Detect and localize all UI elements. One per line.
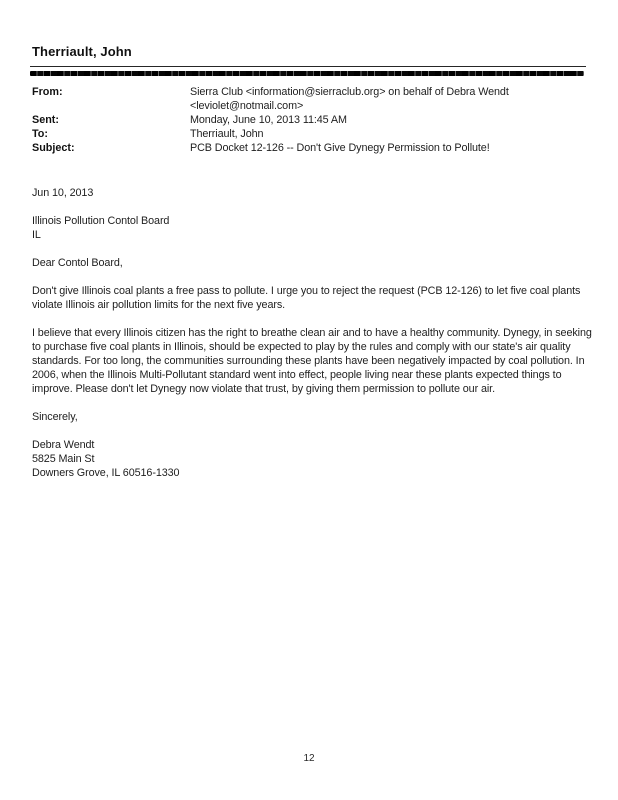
email-header-fields	[32, 85, 588, 155]
field-label-sent: Sent:	[32, 114, 59, 126]
letter-body	[32, 186, 592, 494]
letter-date: Jun 10, 2013	[32, 187, 94, 199]
letter-paragraph-2: I believe that every Illinois citizen has the right to breathe clean air and to have a healthy community. Dynegy, in seeking to purchase five coal plants in Illinois, should be expected to play by the rules and comply with our state's air quality standards. For too long, the communities surrounding these plants have been negatively impacted by coal pollution. In 2006, when the Illinois Multi-Pollutant standard went into effect, people living near these plants expected things to improve. Please don't let Dynegy now violate that trust, by giving them permission to pollute our air.	[32, 327, 592, 395]
letter-recipient-address: Illinois Pollution Contol Board IL	[32, 215, 170, 241]
letter-salutation: Dear Contol Board,	[32, 257, 123, 269]
field-row-subject	[32, 141, 588, 155]
field-label-to: To:	[32, 128, 48, 140]
field-value-to: Therriault, John	[190, 128, 264, 140]
field-label-subject: Subject:	[32, 142, 75, 154]
page-number: 12	[303, 753, 315, 764]
field-row-to	[32, 127, 588, 141]
field-value-subject: PCB Docket 12-126 -- Don't Give Dynegy Permission to Pollute!	[190, 142, 490, 154]
field-row-from	[32, 85, 588, 113]
field-value-sent: Monday, June 10, 2013 11:45 AM	[190, 114, 347, 126]
header-divider-band	[30, 71, 584, 76]
letter-paragraph-1: Don't give Illinois coal plants a free pass to pollute. I urge you to reject the request (PCB 12-126) to let five coal plants violate Illinois air pollution limits for the next five years.	[32, 285, 581, 311]
header-thin-rule	[30, 66, 586, 67]
field-row-sent	[32, 113, 588, 127]
recipient-name-header: Therriault, John	[32, 44, 132, 59]
field-value-from: Sierra Club <information@sierraclub.org> on behalf of Debra Wendt <leviolet@notmail.com>	[190, 86, 509, 112]
field-label-from: From:	[32, 86, 63, 98]
letter-closing: Sincerely,	[32, 411, 78, 423]
letter-signature: Debra Wendt 5825 Main St Downers Grove, IL 60516-1330	[32, 439, 180, 479]
